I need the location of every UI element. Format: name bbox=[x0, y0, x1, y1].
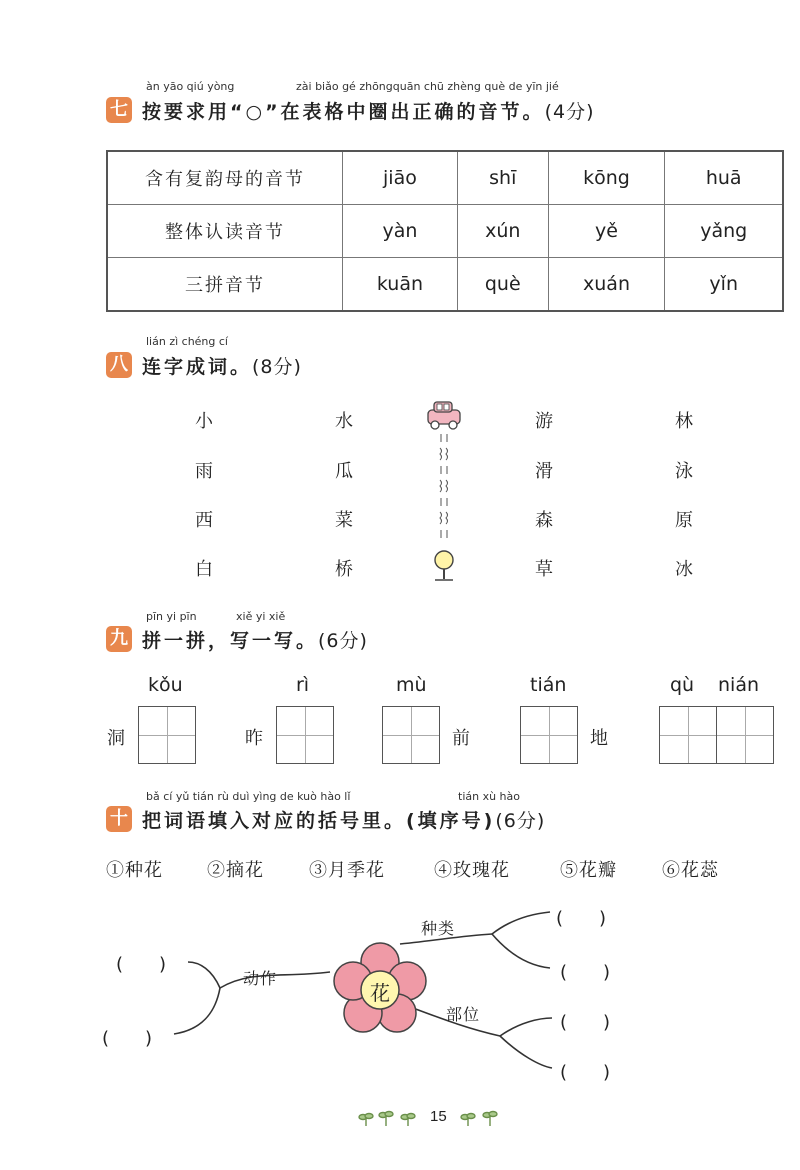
option-item: ②摘花 bbox=[207, 860, 264, 881]
pinyin-prompt: qù bbox=[670, 674, 695, 696]
table-row-label: 含有复韵母的音节 bbox=[107, 151, 343, 205]
section9-pinyin-1: pīn yi pīn bbox=[146, 610, 197, 623]
syllable-cell[interactable]: kōng bbox=[548, 151, 665, 205]
writing-box[interactable] bbox=[276, 706, 334, 764]
writing-box[interactable] bbox=[382, 706, 440, 764]
syllable-cell[interactable]: kuān bbox=[343, 257, 458, 311]
word-char[interactable]: 桥 bbox=[335, 559, 353, 580]
section9-title-text: 拼一拼，写一写。 bbox=[142, 630, 319, 652]
word-char[interactable]: 冰 bbox=[675, 559, 693, 580]
section7-score: (4分) bbox=[544, 101, 595, 123]
table-row bbox=[107, 257, 783, 311]
section7-title bbox=[142, 97, 594, 124]
table-row bbox=[107, 151, 783, 205]
answer-blank[interactable]: ( ) bbox=[560, 1012, 611, 1033]
car-track-divider bbox=[420, 398, 470, 588]
pinyin-prompt: mù bbox=[396, 674, 427, 696]
given-char: 洞 bbox=[107, 728, 125, 749]
section10-pinyin-1: bǎ cí yǔ tián rù duì yìng de kuò hào lǐ bbox=[146, 790, 351, 803]
word-char[interactable]: 西 bbox=[195, 510, 213, 531]
word-char[interactable]: 泳 bbox=[675, 461, 693, 482]
option-item: ⑤花瓣 bbox=[560, 860, 617, 881]
answer-blank[interactable]: ( ) bbox=[116, 954, 167, 975]
syllable-cell[interactable]: shī bbox=[457, 151, 548, 205]
answer-blank[interactable]: ( ) bbox=[560, 1062, 611, 1083]
word-char[interactable]: 小 bbox=[195, 411, 213, 432]
syllable-cell[interactable]: jiāo bbox=[343, 151, 458, 205]
word-char[interactable]: 白 bbox=[195, 559, 213, 580]
syllable-cell[interactable]: yě bbox=[548, 205, 665, 258]
word-char[interactable]: 瓜 bbox=[335, 461, 353, 482]
branch-type-label: 种类 bbox=[421, 919, 456, 938]
option-item: ③月季花 bbox=[309, 860, 385, 881]
pinyin-prompt: nián bbox=[718, 674, 760, 696]
word-char[interactable]: 林 bbox=[675, 411, 693, 432]
syllable-cell[interactable]: yǎng bbox=[665, 205, 783, 258]
flower-center-char: 花 bbox=[370, 981, 390, 1005]
syllable-cell[interactable]: huā bbox=[665, 151, 783, 205]
answer-blank[interactable]: ( ) bbox=[556, 908, 607, 929]
pinyin-prompt: kǒu bbox=[148, 674, 183, 696]
word-char[interactable]: 草 bbox=[535, 559, 553, 580]
given-char: 地 bbox=[590, 728, 608, 749]
section10-pinyin-2: tián xù hào bbox=[458, 790, 520, 803]
section8-number-badge: 八 bbox=[106, 352, 132, 378]
footer-sprout-right-icon bbox=[458, 1108, 508, 1128]
answer-blank[interactable]: ( ) bbox=[102, 1028, 153, 1049]
given-char: 前 bbox=[452, 728, 470, 749]
car-icon bbox=[428, 402, 460, 429]
option-item: ④玫瑰花 bbox=[434, 860, 510, 881]
answer-blank[interactable]: ( ) bbox=[560, 962, 611, 983]
section8-score: (8分) bbox=[252, 356, 302, 378]
table-row bbox=[107, 205, 783, 258]
track-icon bbox=[440, 434, 448, 538]
branch-part-label: 部位 bbox=[446, 1005, 481, 1024]
writing-box[interactable] bbox=[138, 706, 196, 764]
footer-sprout-left-icon bbox=[358, 1108, 428, 1128]
word-char[interactable]: 森 bbox=[535, 510, 553, 531]
section8-title bbox=[142, 352, 302, 379]
syllable-table bbox=[106, 150, 784, 312]
section7-pinyin-2: zài biǎo gé zhōngquān chū zhèng què de yīn jié bbox=[296, 80, 559, 93]
syllable-cell[interactable]: xuán bbox=[548, 257, 665, 311]
table-row-label: 三拼音节 bbox=[107, 257, 343, 311]
word-char[interactable]: 菜 bbox=[335, 510, 353, 531]
section8-pinyin: lián zì chéng cí bbox=[146, 335, 228, 348]
section10-title bbox=[142, 806, 545, 833]
given-char: 昨 bbox=[245, 728, 263, 749]
section9-pinyin-2: xiě yi xiě bbox=[236, 610, 286, 623]
tree-icon bbox=[435, 551, 453, 580]
section7-pinyin-1: àn yāo qiú yòng bbox=[146, 80, 235, 93]
word-char[interactable]: 游 bbox=[535, 411, 553, 432]
syllable-cell[interactable]: yǐn bbox=[665, 257, 783, 311]
table-row-label: 整体认读音节 bbox=[107, 205, 343, 258]
writing-box[interactable] bbox=[716, 706, 774, 764]
writing-box[interactable] bbox=[659, 706, 717, 764]
word-char[interactable]: 水 bbox=[335, 411, 353, 432]
page-number: 15 bbox=[430, 1108, 447, 1125]
word-char[interactable]: 雨 bbox=[195, 461, 213, 482]
section9-score: (6分) bbox=[318, 630, 368, 652]
word-char[interactable]: 原 bbox=[675, 510, 693, 531]
section7-title-text: 按要求用“○”在表格中圈出正确的音节。 bbox=[142, 101, 545, 123]
section10-score: (6分) bbox=[495, 810, 546, 832]
option-item: ①种花 bbox=[106, 860, 163, 881]
section7-number-badge: 七 bbox=[106, 97, 132, 123]
syllable-cell[interactable]: què bbox=[457, 257, 548, 311]
section10-number-badge: 十 bbox=[106, 806, 132, 832]
writing-box[interactable] bbox=[520, 706, 578, 764]
word-char[interactable]: 滑 bbox=[535, 461, 553, 482]
syllable-cell[interactable]: yàn bbox=[343, 205, 458, 258]
branch-action-label: 动作 bbox=[243, 969, 278, 988]
section8-title-text: 连字成词。 bbox=[142, 356, 253, 378]
option-item: ⑥花蕊 bbox=[662, 860, 719, 881]
pinyin-prompt: tián bbox=[530, 674, 567, 696]
section9-title bbox=[142, 626, 368, 653]
pinyin-prompt: rì bbox=[296, 674, 310, 696]
section9-number-badge: 九 bbox=[106, 626, 132, 652]
section10-title-text: 把词语填入对应的括号里。(填序号) bbox=[142, 810, 496, 832]
syllable-cell[interactable]: xún bbox=[457, 205, 548, 258]
